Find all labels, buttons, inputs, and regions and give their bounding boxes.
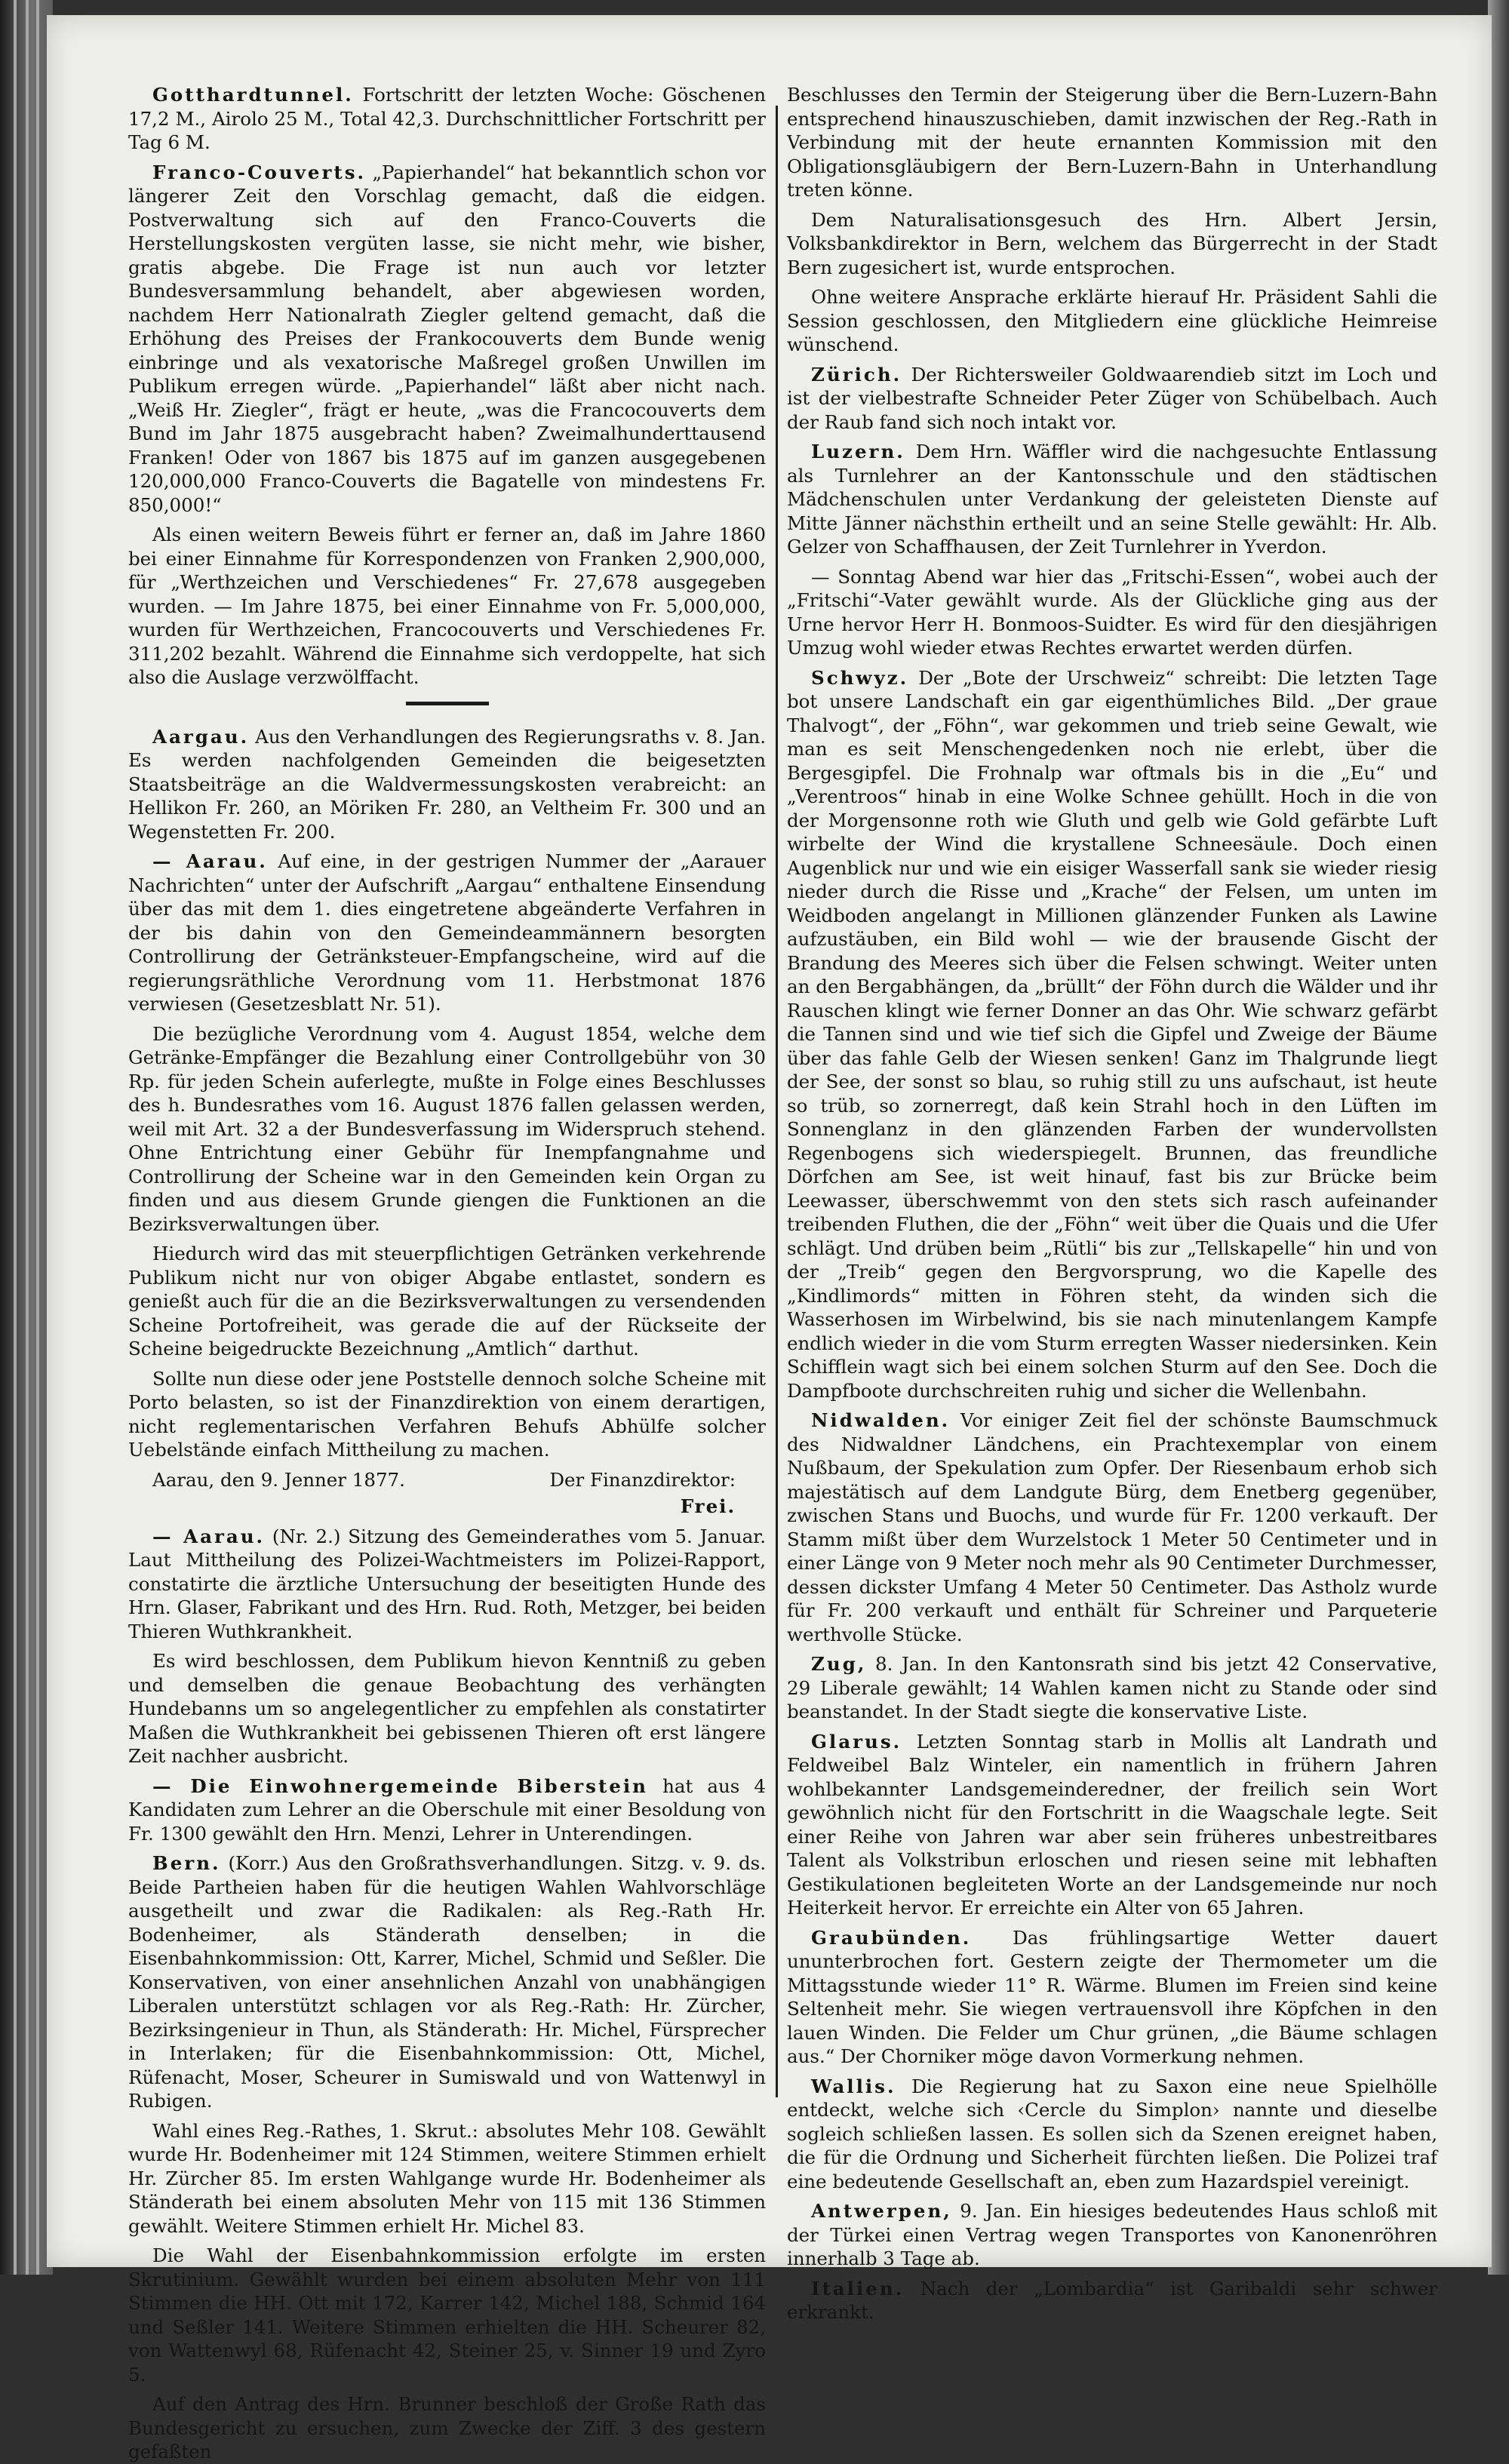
article-heading: Bern. [152, 1852, 221, 1874]
article-text: hat aus 4 Kandidaten zum Lehrer an die Oberschule mit einer Besoldung von Fr. 1300 gewählt den Hrn. Menzi, Lehrer in Unterendingen. [128, 1774, 766, 1845]
article-paragraph: Die Wahl der Eisenbahnkommission erfolgte im ersten Skrutinium. Gewählt wurden bei einem absoluten Mehr von 111 Stimmen die HH. Ott mit 172, Karrer 142, Michel 188, Schmid 164 und Seßler 141. Weitere Stimmen erhielten die HH. Scheurer 82, von Wattenwyl 68, Rüfenacht 42, Steiner 25, v. Sinner 19 und Zyro 5. [128, 2244, 766, 2386]
article-text: Die Regierung hat zu Saxon eine neue Spielhölle entdeckt, welche sich ‹Cercle du Simplon› nannte und dieselbe sogleich schließen lassen. Es sollen sich da Szenen ereignet haben, die für die Ordnung und Sicherheit fürchten ließen. Die Polizei traf eine bedeutende Gesellschaft an, eben zum Hazardspiel vereinigt. [787, 2075, 1437, 2192]
column-divider [776, 106, 778, 2097]
article-paragraph: Dem Naturalisationsgesuch des Hrn. Albert Jersin, Volksbankdirektor in Bern, welchem das Bürgerrecht in der Stadt Bern zugesichert ist, wurde entsprochen. [787, 208, 1437, 278]
article-biberstein [128, 1774, 766, 1846]
signature: Frei. [680, 1495, 736, 1517]
article-schwyz [787, 666, 1437, 1403]
article-heading: Zürich. [811, 363, 902, 386]
article-heading: Gotthardtunnel. [152, 84, 354, 106]
article-heading: Nidwalden. [811, 1409, 951, 1431]
article-zurich [787, 363, 1437, 435]
article-paragraph: Ohne weitere Ansprache erklärte hierauf Hr. Präsident Sahli die Session geschlossen, den Mitgliedern eine glückliche Heimreise wünschend. [787, 286, 1437, 355]
article-heading: Zug, [811, 1653, 867, 1675]
article-paragraph: Die bezügliche Verordnung vom 4. August 1854, welche dem Getränke-Empfänger die Bezahlung einer Controllgebühr von 30 Rp. für jeden Schein auferlegte, mußte in Folge eines Beschlusses des h. Bundesrathes vom 16. August 1876 fallen gelassen werden, weil mit Art. 32 a der Bundesverfassung im Widerspruch stehend. Ohne Entrichtung einer Gebühr für Inempfangnahme und Controllirung der Scheine war in den Gemeinden kein Organ zu finden und aus diesem Grunde giengen die Funktionen an die Bezirksverwaltungen über. [128, 1022, 766, 1235]
article-heading: Schwyz. [811, 666, 909, 689]
article-text: Letzten Sonntag starb in Mollis alt Landrath und Feldweibel Balz Winteler, ein namentlich in frühern Jahren wohlbekannter Landsgemeinderedner, der freilich sein Wort gewöhnlich nicht für den Fortschritt in die Waagschale legte. Seit einer Reihe von Jahren war aber sein früheres unbestreitbares Talent als Volkstribun erloschen und riesen seine mit lebhaften Gestikulationen begleiteten Worte an der Landsgemeinde nur noch Heiterkeit hervor. Er erreichte ein Alter von 65 Jahren. [787, 1730, 1437, 1919]
article-paragraph: Auf den Antrag des Hrn. Brunner beschloß der Große Rath das Bundesgericht zu ersuchen, zum Zwecke der Ziff. 3 des gestern gefaßten [128, 2393, 766, 2462]
article-heading: Antwerpen, [811, 2200, 952, 2222]
article-aargau [128, 725, 766, 844]
article-text: (Nr. 2.) Sitzung des Gemeinderathes vom 5. Januar. Laut Mittheilung des Polizei-Wachtmeisters im Polizei-Rapport, constatirte die ärztliche Untersuchung der beseitigten Hunde des Hrn. Glaser, Fabrikant und des Hrn. Rud. Roth, Metzger, bei beiden Thieren Wuthkrankheit. [128, 1525, 766, 1642]
article-graubuenden [787, 1926, 1437, 2069]
article-heading: Italien. [811, 2277, 905, 2300]
article-nidwalden [787, 1409, 1437, 1646]
article-zug [787, 1652, 1437, 1724]
article-text: Der „Bote der Urschweiz“ schreibt: Die letzten Tage bot unsere Landschaft ein gar eigenthümliches Bild. „Der graue Thalvogt“, der „Föhn“, war gekommen und trieb seine Gewalt, wie man es seit Menschengedenken noch nie erlebt, über die Bergesgipfel. Die Frohnalp war oftmals bis in die „Eu“ und „Verentroos“ hinab in eine Wolke Schnee gehüllt. Hoch in die von der Morgensonne roth wie Gluth und gelb wie Gold gefärbte Luft wirbelte der Wind die krystallene Schneesäule. Doch einen Augenblick nur und wie ein eisiger Wasserfall sank sie wieder riesig nieder durch die Risse und „Krache“ der Felsen, um unten im Weidboden angelangt in Millionen glänzender Funken als Lawine aufzustäuben, ein Bild wohl — wie der brausende Gischt der Brandung des Meeres sich über die Felsen schwingt. Weiter unten an den Bergabhängen, da „brüllt“ der Föhn durch die Wälder und ihr Rauschen klingt wie ferner Donner an das Ohr. Wie schwarz gefärbt die Tannen sind und wie tief sich die Gipfel und Zweige der Bäume über das fahle Gelb der Wiesen senken! Ganz im Thalgrunde liegt der See, der sonst so blau, so ruhig still zu uns aufschaut, ist heute so trüb, so zornerregt, daß kein Strahl hoch in den Lüften im Sonnenglanz in den glänzenden Farben der wundervollsten Regenbogens sich wiederspiegelt. Brunnen, das freundliche Dörfchen am See, ist weit hinauf, fast bis zur Brücke beim Leewasser, überschwemmt von den stets sich rasch aufeinander treibenden Fluthen, die der „Föhn“ weit über die Quais und die Ufer schlägt. Und drüben beim „Rütli“ bis zur „Tellskapelle“ hin und von der „Treib“ gegen den Bergvorsprung, wo die Kapelle des „Kindlimords“ mitten in Föhren steht, da winden sich die Wasserhosen im Wirbelwind, bis sie nach minutenlangem Kampfe endlich wieder in die vom Sturm erregten Wasser niedersinken. Kein Schifflein wagt sich bei einem solchen Sturm auf den See. Doch die Dampfboote durchschreiten ruhig und sicher die Wellenbahn. [787, 666, 1438, 1402]
article-heading: Glarus. [811, 1730, 902, 1753]
article-text: 9. Jan. Ein hiesiges bedeutendes Haus schloß mit der Türkei einen Vertrag wegen Transportes von Kanonenröhren innerhalb 3 Tage ab. [787, 2200, 1438, 2269]
dateline [128, 1468, 766, 1492]
article-text: Das frühlingsartige Wetter dauert ununterbrochen fort. Gestern zeigte der Thermometer um die Mittagsstunde wieder 11° R. Wärme. Blumen im Freien sind keine Seltenheit mehr. Sie wiegen vertrauensvoll ihre Köpfchen in den lauen Winden. Die Felder um Chur grünen, „die Bäume schlagen aus.“ Der Chorniker möge davon Vormerkung nehmen. [787, 1926, 1438, 2067]
article-glarus [787, 1730, 1437, 1920]
left-column [128, 83, 767, 2462]
article-paragraph: Es wird beschlossen, dem Publikum hievon Kenntniß zu geben und demselben die genaue Beobachtung des verhängten Hundebanns um so angelegentlicher zu empfehlen als constatirter Maßen die Wuthkrankheit bei gebissenen Thieren oft erst längere Zeit nachher ausbricht. [128, 1650, 766, 1767]
article-text: „Papierhandel“ hat bekanntlich schon vor längerer Zeit den Vorschlag gemacht, daß die eidgen. Postverwaltung sich auf den Franco-Couverts die Herstellungskosten vergüten lasse, sie nicht mehr, wie bisher, gratis abgebe. Die Frage ist nun auch vor letzter Bundesversammlung behandelt, aber abgewiesen worden, nachdem Herr Nationalrath Ziegler geltend gemacht, daß die Erhöhung des Preises der Frankocouverts dem Bunde wenig einbringe und als vexatorische Maßregel großen Unwillen im Publikum erregen würde. „Papierhandel“ läßt aber nicht nach. „Weiß Hr. Ziegler“, frägt er heute, „was die Francocouverts dem Bund im Jahr 1875 ausgebracht haben? Zweimalhunderttausend Franken! Oder von 1867 bis 1875 auf im ganzen ausgegebenen 120,000,000 Franco-Couverts die Bagatelle von mindestens Fr. 850,000!“ [128, 161, 766, 516]
article-text: 8. Jan. In den Kantonsrath sind bis jetzt 42 Conservative, 29 Liberale gewählt; 14 Wahlen kamen nicht zu Stande oder sind beanstandet. In der Stadt siegte die konservative Liste. [787, 1653, 1438, 1722]
binding-edge [0, 0, 53, 2275]
article-paragraph: — Sonntag Abend war hier das „Fritschi-Essen“, wobei auch der „Fritschi“-Vater gewählt wurde. Als der Glückliche ging aus der Urne hervor Herr H. Bonmoos-Suidter. Es wird für den diesjährigen Umzug wohl wieder etwas Rechtes erwartet werden dürfen. [787, 565, 1437, 659]
article-franco [128, 161, 766, 518]
article-heading: Franco-Couverts. [152, 161, 367, 183]
article-luzern [787, 440, 1437, 559]
article-heading: Luzern. [811, 441, 905, 462]
section-rule [406, 702, 489, 705]
article-text: Fortschritt der letzten Woche: Göschenen 17,2 M., Airolo 25 M., Total 42,3. Durchschnittlicher Fortschritt per Tag 6 M. [128, 84, 766, 153]
right-column [787, 83, 1438, 2323]
article-paragraph: Hiedurch wird das mit steuerpflichtigen Getränken verkehrende Publikum nicht nur von obiger Abgabe entlastet, sondern es genießt auch für die an die Bezirksverwaltungen zu versendenden Scheine Portofreiheit, was gerade die auf der Rückseite der Scheine beigedruckte Bezeichnung „Amtlich“ darthut. [128, 1243, 766, 1360]
article-text: (Korr.) Aus den Großrathsverhandlungen. Sitzg. v. 9. ds. Beide Partheien haben für die heutigen Wahlen Wahlvorschläge ausgetheilt und zwar die Radikalen: als Reg.-Rath Hr. Bodenheimer, als Ständerath denselben; in die Eisenbahnkommission: Ott, Karrer, Michel, Schmid und Seßler. Die Konservativen, von einer ansehnlichen Anzahl von unabhängigen Liberalen unterstützt schlagen vor als Reg.-Rath: Hr. Zürcher, Bezirksingenieur in Thun, als Ständerath: Hr. Michel, Fürsprecher in Interlaken; für die Eisenbahnkommission: Ott, Michel, Rüfenacht, Moser, Scheurer in Sumiswald und von Wattenwyl in Rubigen. [128, 1852, 766, 2112]
article-heading: Aargau. [152, 725, 250, 748]
article-paragraph: Wahl eines Reg.-Rathes, 1. Skrut.: absolutes Mehr 108. Gewählt wurde Hr. Bodenheimer mit 124 Stimmen, weitere Stimmen erhielt Hr. Zürcher 85. Im ersten Wahlgange wurde Hr. Bodenheimer als Ständerath bei einem absoluten Mehr von 115 mit 136 Stimmen gewählt. Weitere Stimmen erhielt Hr. Michel 83. [128, 2119, 766, 2237]
article-text: Auf eine, in der gestrigen Nummer der „Aarauer Nachrichten“ unter der Aufschrift „Aargau“ enthaltene Einsendung über das mit dem 1. dies eingetretene abgeänderte Verfahren in der bis dahin von den Gemeindeammännern besorgten Controllirung der Getränksteuer-Empfangscheine, wird auf die regierungsräthliche Verordnung vom 11. Herbstmonat 1876 verwiesen (Gesetzesblatt Nr. 51). [128, 850, 766, 1015]
article-wallis [787, 2075, 1437, 2194]
binding-strip [26, 0, 29, 2275]
article-text: Dem Hrn. Wäffler wird die nachgesuchte Entlassung als Turnlehrer an der Kantonsschule und den städtischen Mädchenschulen unter Verdankung der geleisteten Dienste auf Mitte Jänner nächsthin ertheilt und an seine Stelle gewählt: Hr. Alb. Gelzer von Schaffhausen, der Zeit Turnlehrer in Yverdon. [787, 441, 1437, 558]
article-gotthard [128, 83, 766, 155]
article-text: Vor einiger Zeit fiel der schönste Baumschmuck des Nidwaldner Ländchens, ein Prachtexemplar von einem Nußbaum, der Spekulation zum Opfer. Der Riesenbaum erhob sich majestätisch auf dem Landgute Bürg, dem Enetberg gegenüber, zwischen Stans und Buochs, und wurde für Fr. 1200 verkauft. Der Stamm mißt über dem Wurzelstock 1 Meter 50 Centimeter und in einer Länge von 9 Meter noch mehr als 90 Centimeter Durchmesser, dessen dickster Umfang 4 Meter 50 Centimeter. Das Astholz wurde für Fr. 200 verkauft und enthält für Schreiner und Parqueterie werthvolle Stücke. [787, 1409, 1438, 1645]
article-heading: — Aarau. [152, 1525, 266, 1547]
dateline-place: Aarau, den 9. Jenner 1877. [152, 1468, 405, 1491]
article-heading: Wallis. [811, 2075, 896, 2097]
binding-strip [36, 0, 39, 2275]
binding-strip [14, 0, 17, 2275]
article-paragraph: Sollte nun diese oder jene Poststelle dennoch solche Scheine mit Porto belasten, so ist der Finanzdirektion von einem derartigen, nicht reglementarischen Verfahren Behufs Abhülfe solcher Uebelstände einfach Mittheilung zu machen. [128, 1367, 766, 1461]
article-heading: — Die Einwohnergemeinde Biberstein [152, 1774, 648, 1797]
article-paragraph: Als einen weitern Beweis führt er ferner an, daß im Jahre 1860 bei einer Einnahme für Korrespondenzen von Franken 2,900,000, für „Werthzeichen und Verschiedenes“ Fr. 27,678 ausgegeben wurden. — Im Jahre 1875, bei einer Einnahme von Fr. 5,000,000, wurden für Werthzeichen, Francocouverts und Verschiedenes Fr. 311,202 bezahlt. Während die Einnahme sich verdoppelte, hat sich also die Auslage verzwölffacht. [128, 524, 766, 688]
article-heading: — Aarau. [152, 850, 268, 872]
dateline-director: Der Finanzdirektor: [549, 1468, 736, 1491]
article-heading: Graubünden. [811, 1926, 972, 1949]
article-text: Nach der „Lombardia“ ist Garibaldi sehr schwer erkrankt. [787, 2277, 1437, 2323]
article-italien [787, 2277, 1437, 2324]
article-paragraph: Beschlusses den Termin der Steigerung über die Bern-Luzern-Bahn entsprechend hinauszuschieben, damit inzwischen der Reg.-Rath in Verbindung mit der heute ernannten Kommission mit den Obligationsgläubigern der Bern-Luzern-Bahn in Unterhandlung treten könne. [787, 84, 1437, 201]
article-aarau [128, 849, 766, 1016]
article-text: Aus den Verhandlungen des Regierungsraths v. 8. Jan. Es werden nachfolgenden Gemeinden die beigesetzten Staatsbeiträge an die Waldvermessungskosten verabreicht: an Hellikon Fr. 260, an Möriken Fr. 280, an Veltheim Fr. 300 und an Wegenstetten Fr. 200. [128, 725, 767, 843]
article-text: Der Richtersweiler Goldwaarendieb sitzt im Loch und ist der vielbestrafte Schneider Peter Züger von Schübelbach. Auch der Raub fand sich noch intakt vor. [787, 363, 1437, 433]
article-antwerpen [787, 2199, 1437, 2271]
article-bern [128, 1851, 766, 2113]
article-aarau-gemeinderath [128, 1525, 766, 1644]
